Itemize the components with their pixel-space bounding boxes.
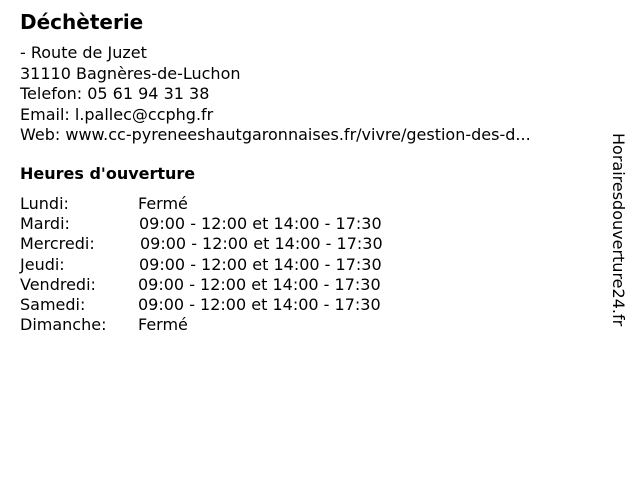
day-label: Samedi: <box>20 294 86 314</box>
address-city: 31110 Bagnères-de-Luchon <box>20 63 241 83</box>
day-label: Mercredi: <box>20 234 95 254</box>
time-value: 09:00 - 12:00 et 14:00 - 17:30 <box>139 214 382 234</box>
listing-title: Déchèterie <box>20 10 144 34</box>
email-text: Email: l.pallec@ccphg.fr <box>20 104 214 124</box>
day-label: Mardi: <box>20 214 70 234</box>
site-brand-vertical: Horairesdouverture24.fr <box>609 133 628 327</box>
phone-text: Telefon: 05 61 94 31 38 <box>20 84 210 103</box>
time-value: 09:00 - 12:00 et 14:00 - 17:30 <box>140 234 383 254</box>
time-value: 09:00 - 12:00 et 14:00 - 17:30 <box>138 274 381 294</box>
time-value: 09:00 - 12:00 et 14:00 - 17:30 <box>138 294 381 314</box>
time-value: Fermé <box>138 194 188 213</box>
website-text: Web: www.cc-pyreneeshautgaronnaises.fr/vivre/gestion-des-d... <box>20 125 531 144</box>
address-street: - Route de Juzet <box>20 43 147 62</box>
time-value: Fermé <box>138 315 188 335</box>
opening-hours-heading: Heures d'ouverture <box>20 164 196 183</box>
day-label: Jeudi: <box>20 254 65 274</box>
day-label: Vendredi: <box>20 274 96 294</box>
day-label: Dimanche: <box>20 315 107 335</box>
time-value: 09:00 - 12:00 et 14:00 - 17:30 <box>139 254 382 274</box>
day-label: Lundi: <box>20 194 69 213</box>
contact-block <box>20 43 531 146</box>
